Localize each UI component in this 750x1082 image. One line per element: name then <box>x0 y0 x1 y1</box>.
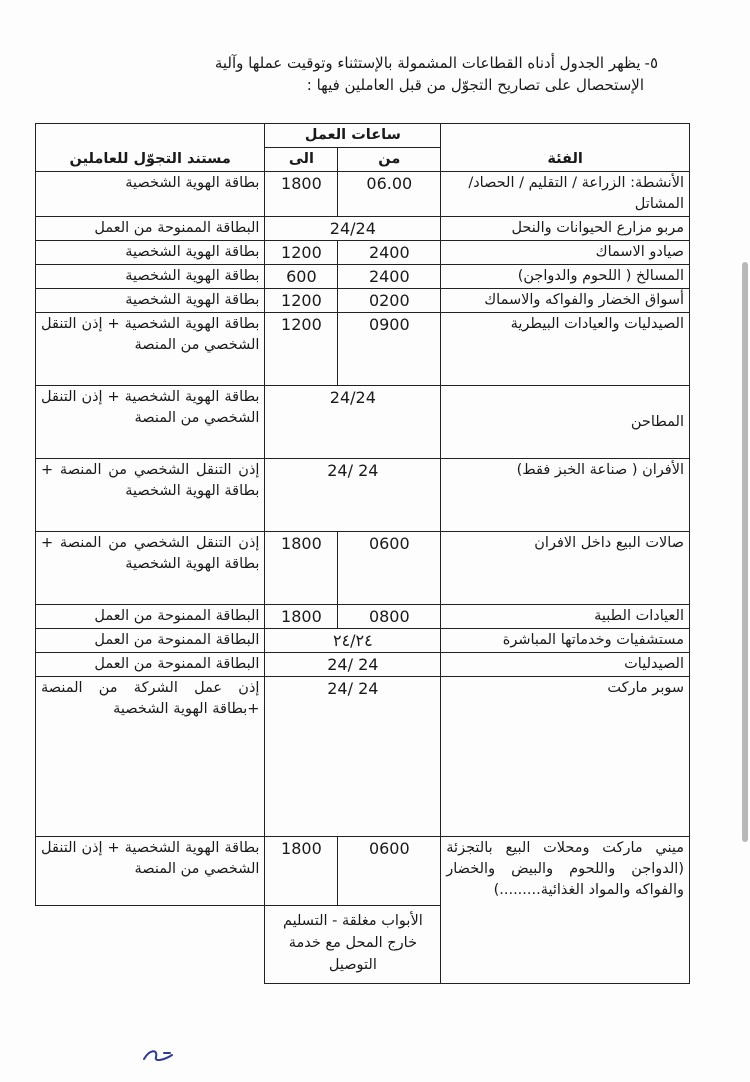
table-row <box>36 532 690 605</box>
from-cell: 2400 <box>338 241 441 265</box>
from-cell: 06.00 <box>338 172 441 217</box>
document-cell: إذن عمل الشركة من المنصة +بطاقة الهوية الشخصية <box>36 677 265 837</box>
table-row <box>36 217 690 241</box>
table-row <box>36 289 690 313</box>
document-cell: بطاقة الهوية الشخصية <box>36 265 265 289</box>
category-cell: مربو مزارع الحيوانات والنحل <box>441 217 690 241</box>
to-cell: 1800 <box>265 532 338 605</box>
hours-span-cell: 24/24 <box>265 217 441 241</box>
category-cell: الصيدليات والعيادات البيطرية <box>441 313 690 386</box>
empty-cell <box>36 906 265 984</box>
header-from: من <box>338 148 441 172</box>
table-row <box>36 459 690 532</box>
table-row <box>36 605 690 629</box>
document-cell: البطاقة الممنوحة من العمل <box>36 629 265 653</box>
hours-span-cell: 24/24 <box>265 386 441 459</box>
intro-paragraph <box>58 52 658 96</box>
to-cell: 1800 <box>265 172 338 217</box>
to-cell: 1800 <box>265 605 338 629</box>
hours-span-cell: 24 /24 <box>265 459 441 532</box>
to-cell: 1200 <box>265 289 338 313</box>
intro-number: ٥- <box>644 54 658 72</box>
header-document: مستند التجوّل للعاملين <box>36 124 265 172</box>
category-cell: أسواق الخضار والفواكه والاسماك <box>441 289 690 313</box>
category-cell: الأفران ( صناعة الخبز فقط) <box>441 459 690 532</box>
document-cell: إذن التنقل الشخصي من المنصة + بطاقة الهوية الشخصية <box>36 532 265 605</box>
table-row <box>36 172 690 217</box>
document-cell: بطاقة الهوية الشخصية + إذن التنقل الشخصي من المنصة <box>36 386 265 459</box>
document-cell: إذن التنقل الشخصي من المنصة + بطاقة الهوية الشخصية <box>36 459 265 532</box>
category-cell: صيادو الاسماك <box>441 241 690 265</box>
sectors-table <box>35 123 690 984</box>
to-cell: 1200 <box>265 241 338 265</box>
header-category: الفئة <box>441 124 690 172</box>
from-cell: 0600 <box>338 532 441 605</box>
scrollbar[interactable] <box>742 262 748 842</box>
table-row <box>36 653 690 677</box>
category-cell: العيادات الطبية <box>441 605 690 629</box>
hours-span-cell: 24 /24 <box>265 653 441 677</box>
from-cell: 0900 <box>338 313 441 386</box>
to-cell: 600 <box>265 265 338 289</box>
category-cell: المطاحن <box>441 386 690 459</box>
table-row <box>36 265 690 289</box>
intro-line-2: الإستحصال على تصاريح التجوّل من قبل العاملين فيها : <box>306 76 644 94</box>
document-cell: بطاقة الهوية الشخصية + إذن التنقل الشخصي من المنصة <box>36 837 265 906</box>
table-row <box>36 837 690 906</box>
table-row <box>36 386 690 459</box>
document-cell: بطاقة الهوية الشخصية + إذن التنقل الشخصي من المنصة <box>36 313 265 386</box>
hours-span-cell: 24 /24 <box>265 677 441 837</box>
header-to: الى <box>265 148 338 172</box>
table-row <box>36 313 690 386</box>
category-cell: الأنشطة: الزراعة / التقليم / الحصاد/ المشاتل <box>441 172 690 217</box>
category-cell: صالات البيع داخل الافران <box>441 532 690 605</box>
document-cell: البطاقة الممنوحة من العمل <box>36 217 265 241</box>
document-cell: بطاقة الهوية الشخصية <box>36 241 265 265</box>
from-cell: 2400 <box>338 265 441 289</box>
document-cell: بطاقة الهوية الشخصية <box>36 289 265 313</box>
category-cell: سوبر ماركت <box>441 677 690 837</box>
note-cell: الأبواب مغلقة - التسليم خارج المحل مع خدمة التوصيل <box>265 906 441 984</box>
to-cell: 1200 <box>265 313 338 386</box>
category-cell: المسالخ ( اللحوم والدواجن) <box>441 265 690 289</box>
table-row <box>36 629 690 653</box>
category-cell: مستشفيات وخدماتها المباشرة <box>441 629 690 653</box>
document-cell: البطاقة الممنوحة من العمل <box>36 653 265 677</box>
from-cell: 0600 <box>338 837 441 906</box>
category-cell: الصيدليات <box>441 653 690 677</box>
document-cell: بطاقة الهوية الشخصية <box>36 172 265 217</box>
header-hours: ساعات العمل <box>265 124 441 148</box>
to-cell: 1800 <box>265 837 338 906</box>
table-row <box>36 241 690 265</box>
from-cell: 0800 <box>338 605 441 629</box>
from-cell: 0200 <box>338 289 441 313</box>
category-cell: ميني ماركت ومحلات البيع بالتجزئة (الدواجن واللحوم والبيض والخضار والفواكه والمواد الغذائية.........) <box>441 837 690 984</box>
document-cell: البطاقة الممنوحة من العمل <box>36 605 265 629</box>
handwritten-mark <box>140 1045 180 1065</box>
hours-span-cell: ٢٤/٢٤ <box>265 629 441 653</box>
table-row <box>36 677 690 837</box>
intro-line-1: يظهر الجدول أدناه القطاعات المشمولة بالإستثناء وتوقيت عملها وآلية <box>214 54 641 72</box>
